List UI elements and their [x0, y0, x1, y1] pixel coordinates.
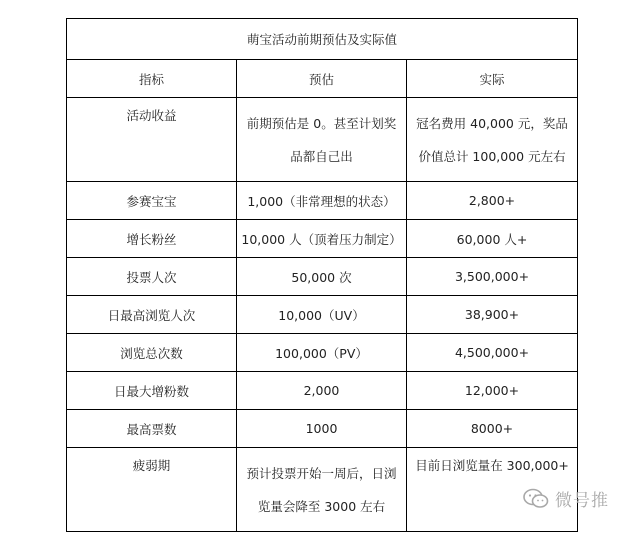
header-estimate: 预估	[237, 60, 407, 98]
header-actual: 实际	[407, 60, 578, 98]
cell-metric: 日最高浏览人次	[67, 296, 237, 334]
cell-estimate: 前期预估是 0。甚至计划奖品都自己出	[237, 98, 407, 182]
cell-metric: 疲弱期	[67, 448, 237, 532]
table-row	[67, 448, 578, 532]
watermark	[523, 486, 609, 511]
cell-estimate: 10,000 人（顶着压力制定）	[237, 220, 407, 258]
cell-estimate: 2,000	[237, 372, 407, 410]
cell-estimate: 1000	[237, 410, 407, 448]
cell-estimate: 1,000（非常理想的状态）	[237, 182, 407, 220]
watermark-text: 微号推	[555, 491, 609, 511]
table-row	[67, 410, 578, 448]
table-row	[67, 334, 578, 372]
cell-metric: 最高票数	[67, 410, 237, 448]
table-header-row	[67, 60, 578, 98]
cell-actual: 4,500,000+	[407, 334, 578, 372]
cell-metric: 增长粉丝	[67, 220, 237, 258]
cell-metric: 活动收益	[67, 98, 237, 182]
cell-actual: 60,000 人+	[407, 220, 578, 258]
table-title-row	[67, 19, 578, 60]
table-title: 萌宝活动前期预估及实际值	[67, 19, 578, 60]
cell-actual: 目前日浏览量在 300,000+	[407, 448, 578, 532]
table-row	[67, 98, 578, 182]
cell-actual: 2,800+	[407, 182, 578, 220]
comparison-table	[66, 18, 578, 532]
table-row	[67, 372, 578, 410]
wechat-icon	[523, 488, 549, 510]
table-row	[67, 182, 578, 220]
cell-metric: 参赛宝宝	[67, 182, 237, 220]
cell-actual: 8000+	[407, 410, 578, 448]
table-row	[67, 258, 578, 296]
cell-actual: 3,500,000+	[407, 258, 578, 296]
cell-estimate: 预计投票开始一周后，日浏览量会降至 3000 左右	[237, 448, 407, 532]
table-row	[67, 296, 578, 334]
cell-estimate: 50,000 次	[237, 258, 407, 296]
cell-actual: 12,000+	[407, 372, 578, 410]
header-metric: 指标	[67, 60, 237, 98]
cell-metric: 日最大增粉数	[67, 372, 237, 410]
cell-estimate: 10,000（UV）	[237, 296, 407, 334]
cell-actual: 38,900+	[407, 296, 578, 334]
table-row	[67, 220, 578, 258]
cell-metric: 浏览总次数	[67, 334, 237, 372]
cell-metric: 投票人次	[67, 258, 237, 296]
cell-estimate: 100,000（PV）	[237, 334, 407, 372]
cell-actual: 冠名费用 40,000 元，奖品价值总计 100,000 元左右	[407, 98, 578, 182]
